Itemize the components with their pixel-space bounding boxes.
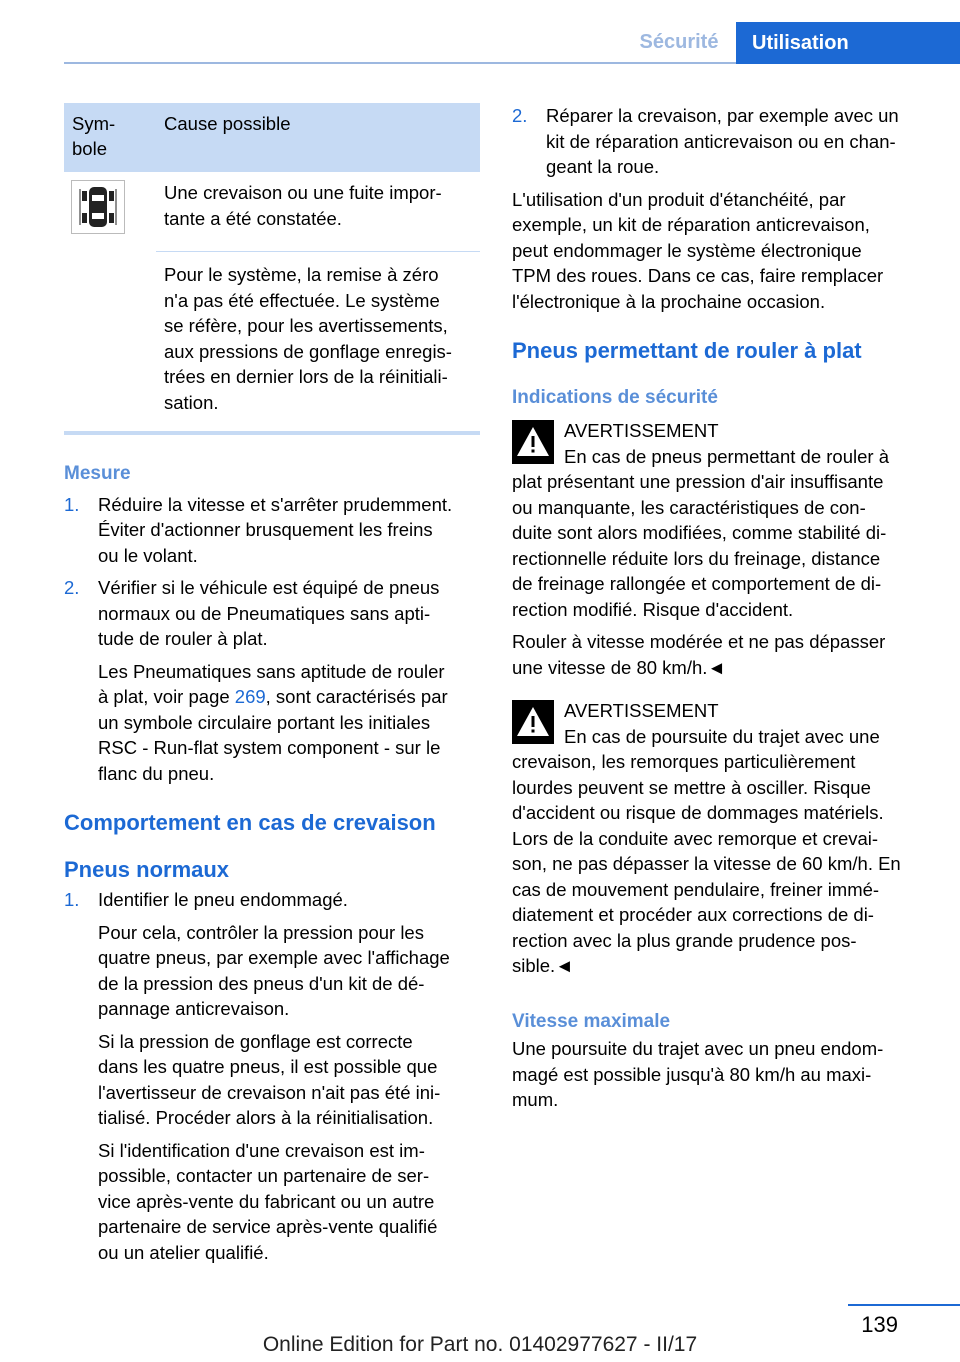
text-part: Les Pneumatiques sans aptitude de rouler à plat, voir page xyxy=(98,660,445,707)
list-number: 2. xyxy=(512,105,528,126)
mesure-item-2-text: Vérifier si le véhicule est équipé de pneus normaux ou de Pneumatiques sans apti- tude de rouler à plat. xyxy=(98,577,440,649)
list-number: 1. xyxy=(64,493,80,515)
table-header-symbol: Sym- bole xyxy=(64,103,156,172)
warning-triangle-icon xyxy=(512,700,554,744)
warning-title-1: AVERTISSEMENT xyxy=(564,420,719,441)
comportement-item-2-text: Réparer la crevaison, par exemple avec un kit de réparation anticrevaison ou en chan- geant la roue. xyxy=(546,105,899,177)
vitesse-maximale-heading: Vitesse maximale xyxy=(512,1010,671,1032)
mesure-item-1-text: Réduire la vitesse et s'arrêter prudemment. Éviter d'actionner brusquement les freins ou le volant. xyxy=(98,493,453,566)
edition-footer: Online Edition for Part no. 01402977627 - II/17 xyxy=(262,1333,698,1356)
warning-triangle-icon xyxy=(512,420,554,464)
table-header-cause: Cause possible xyxy=(156,103,480,172)
warning-body-1: plat présentant une pression d'air insuffisante ou manquante, les caractéristiques de con- duite sont alors modifiées, comme stabilité di- rectionnelle réduite lors du freinage, distance de freinage rallongée et comportement de di- rection modifié. Risque d'accident. xyxy=(512,471,887,620)
car-tire-pressure-icon xyxy=(71,180,125,234)
comportement-item-2 xyxy=(512,103,928,180)
comportement-item-1-p3: Si l'identification d'une crevaison est im- possible, contacter un partenaire de ser- vice après-vente du fabricant ou un autre partenaire de service après-vente qualifié ou un atelier qualifié. xyxy=(98,1139,438,1263)
warning-line-2: En cas de poursuite du trajet avec une xyxy=(564,725,880,747)
warning-block-2 xyxy=(512,698,928,979)
runflat-heading: Pneus permettant de rouler à plat xyxy=(512,338,862,363)
mesure-heading: Mesure xyxy=(64,463,131,484)
warning-head-2 xyxy=(512,698,928,749)
comportement-heading: Comportement en cas de crevaison xyxy=(64,810,436,835)
warning-block-1 xyxy=(512,418,928,680)
list-number: 1. xyxy=(64,889,80,910)
vitesse-maximale-text: Une poursuite du trajet avec un pneu endom- magé est possible jusqu'à 80 km/h au maxi- mum. xyxy=(512,1038,884,1110)
comportement-item-1-text: Identifier le pneu endommagé. xyxy=(98,889,348,910)
mesure-item-1 xyxy=(64,492,480,569)
text-part: , sont caractérisés par un symbole circulaire portant les initiales RSC - Run-flat system component - sur le flanc du pneu. xyxy=(98,686,448,784)
mesure-item-2-sub xyxy=(98,659,480,787)
list-number: 2. xyxy=(64,577,80,598)
pneus-normaux-heading: Pneus normaux xyxy=(64,856,230,882)
comportement-item-1-p1: Pour cela, contrôler la pression pour les quatre pneus, par exemple avec l'affichage de la pression des pneus d'un kit de dé- pannage anticrevaison. xyxy=(98,921,450,1019)
comportement-item-1-p2: Si la pression de gonflage est correcte dans les quatre pneus, il est possible que l'avertisseur de crevaison n'ait pas été ini- tialisé. Procéder alors à la réinitialisation. xyxy=(98,1030,441,1128)
warning-head-1 xyxy=(512,418,928,469)
footer-rule xyxy=(848,1304,960,1306)
row2-cause: Pour le système, la remise à zéro n'a pas été effectuée. Le système se réfère, pour les avertissements, aux pressions de gonflage enregis- trées en dernier lors de la réinitiali- sation. xyxy=(164,264,452,413)
row1-cause: Une crevaison ou une fuite impor- tante a été constatée. xyxy=(156,172,480,252)
right-column xyxy=(512,103,928,1113)
symbol-cause-table xyxy=(64,103,480,431)
warning-advice-1: Rouler à vitesse modérée et ne pas dépasser une vitesse de 80 km/h.◄ xyxy=(512,631,886,678)
left-column xyxy=(64,103,480,1265)
tab-securite[interactable]: Sécurité xyxy=(639,31,719,53)
tpm-note: L'utilisation d'un produit d'étanchéité, par exemple, un kit de réparation anticrevaison, peut endommager le système électronique TPM des roues. Dans ce cas, faire remplacer l'électronique à la prochaine occasion. xyxy=(512,188,884,312)
warning-line-1: En cas de pneus permettant de rouler à xyxy=(564,445,889,467)
warning-body-2: crevaison, les remorques particulièrement lourdes peuvent se mettre à osciller. Risque d'accident ou risque de dommages matériels. Lors de la conduite avec remorque et crevai- son, ne pas dépasser la vitesse de 60 km/h. En cas de mouvement pendulaire, freiner immé- diatement et procéder aux corrections de di- rection avec la plus grande prudence pos- sible.◄ xyxy=(512,751,901,976)
safety-heading: Indications de sécurité xyxy=(512,386,718,408)
mesure-item-2 xyxy=(64,575,480,786)
table-bottom-rule xyxy=(64,431,480,435)
tab-utilisation[interactable]: Utilisation xyxy=(736,22,960,64)
page-number: 139 xyxy=(861,1312,898,1337)
comportement-item-1 xyxy=(64,887,480,1265)
warning-title-2: AVERTISSEMENT xyxy=(564,700,719,721)
page-link-269[interactable]: 269 xyxy=(234,686,266,707)
